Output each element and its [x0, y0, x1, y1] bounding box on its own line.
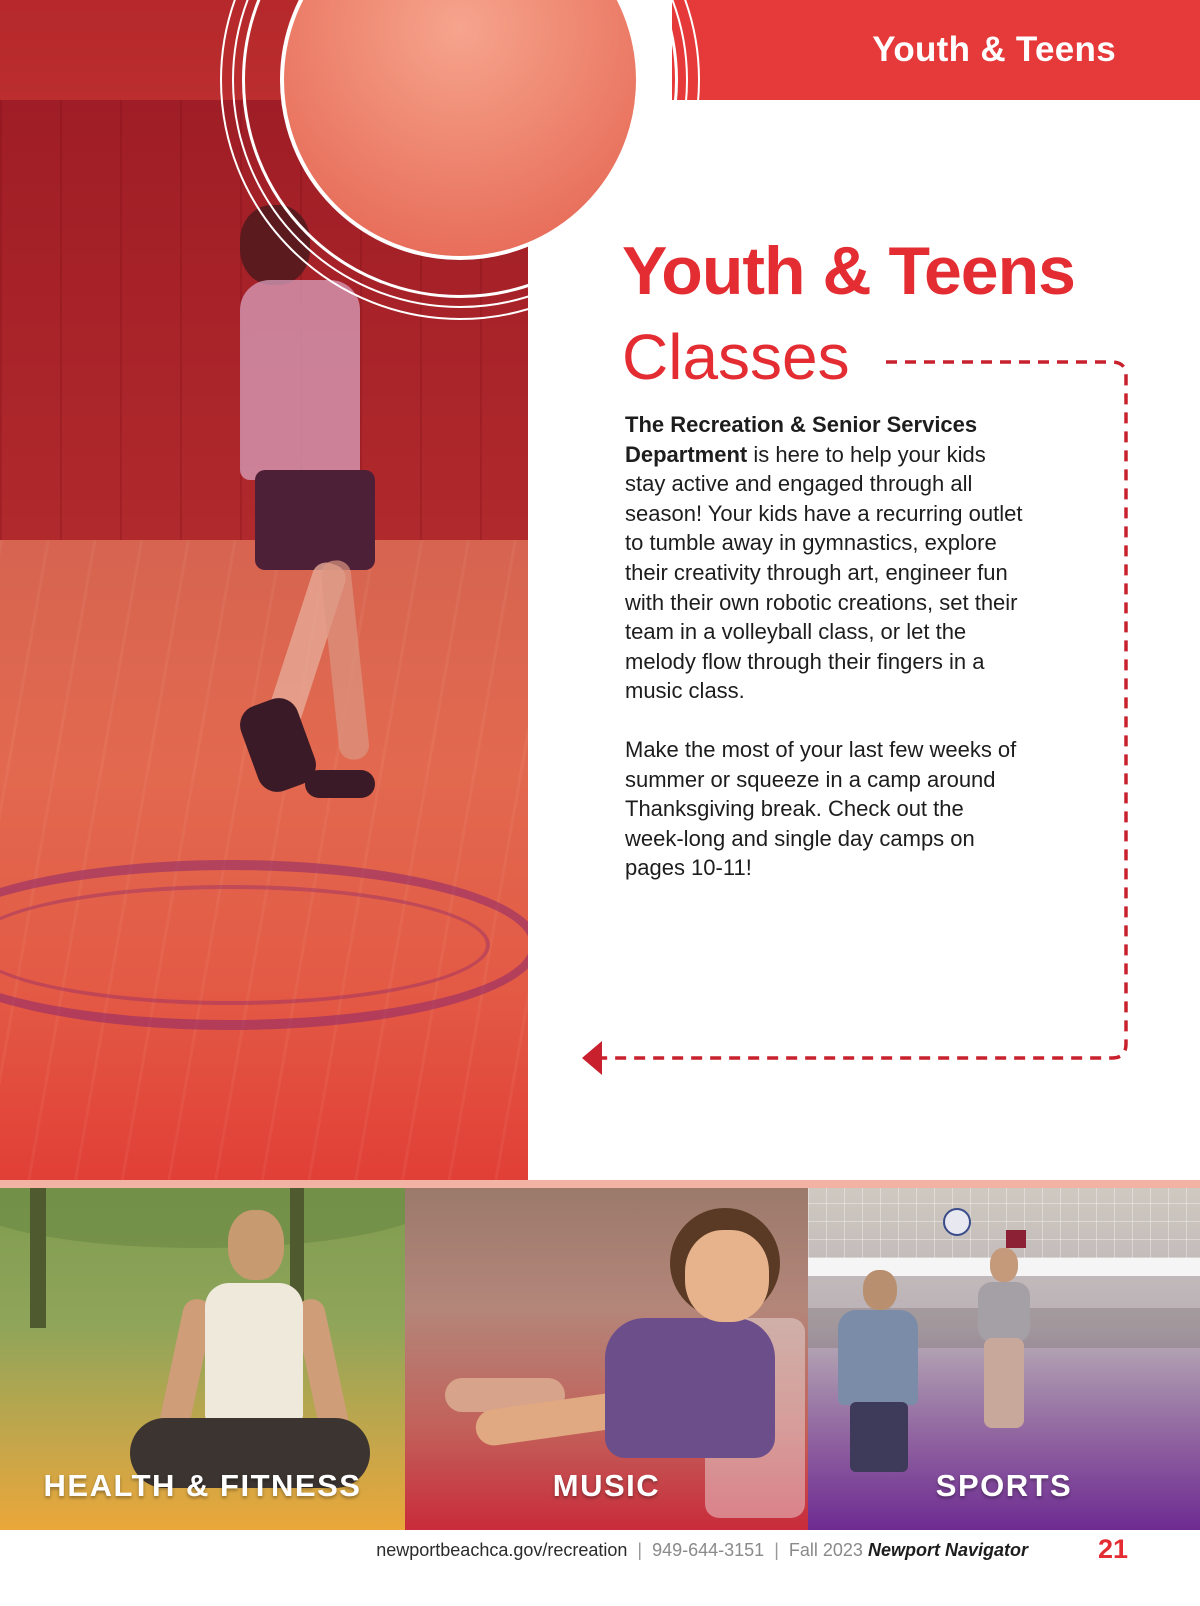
page-heading: Youth & Teens — [622, 233, 1075, 309]
website-link[interactable]: newportbeachca.gov/recreation — [376, 1540, 628, 1560]
section-title: Youth & Teens — [872, 30, 1116, 69]
intro-bold: The Recreation & Senior Services Department — [625, 412, 978, 467]
tree-trunk — [30, 1188, 46, 1328]
child-shirt — [605, 1318, 775, 1458]
child-head — [863, 1270, 897, 1310]
intro-paragraph — [625, 410, 1025, 706]
child-shorts — [255, 470, 375, 570]
child-face — [685, 1230, 769, 1322]
phone-number: 949-644-3151 — [652, 1540, 765, 1560]
player-head — [990, 1248, 1018, 1282]
child-shoe — [305, 770, 375, 798]
magazine-title: Newport Navigator — [867, 1540, 1028, 1560]
separator: | — [774, 1540, 779, 1560]
tile-health-fitness[interactable] — [0, 1188, 405, 1530]
intro-text: is here to help your kids stay active and engaged through all season! Your kids have a recurring outlet to tumble away in gymnastics, explore their creativity through art, engineer fun with their own robotic creations, set their team in a volleyball class, or let the melody flow through their fingers in a music class. — [625, 441, 1023, 704]
separator: | — [637, 1540, 643, 1560]
child-legs — [850, 1402, 908, 1472]
tiles-divider — [0, 1180, 1200, 1188]
tile-label: HEALTH & FITNESS — [43, 1468, 362, 1503]
page-subheading: Classes — [622, 321, 850, 393]
player-legs — [984, 1338, 1024, 1428]
person-tank-top — [205, 1283, 303, 1423]
footer-info — [376, 1535, 1028, 1565]
wall-sign — [1006, 1230, 1026, 1248]
tree-canopy — [0, 1188, 405, 1248]
article-body — [625, 410, 1025, 883]
child-shirt — [838, 1310, 918, 1405]
volleyball-icon — [943, 1208, 971, 1236]
camps-paragraph: Make the most of your last few weeks of summer or squeeze in a camp around Thanksgiving break. Check out the week-long and single day camps on pages 10-11! — [625, 736, 1017, 881]
page-number: 21 — [1098, 1534, 1129, 1564]
tile-label: SPORTS — [935, 1468, 1073, 1503]
player-shirt — [978, 1282, 1030, 1342]
tile-label: MUSIC — [552, 1468, 661, 1503]
issue-label: Fall 2023 — [788, 1540, 863, 1560]
tile-sports[interactable] — [808, 1188, 1200, 1530]
tile-music[interactable] — [405, 1188, 808, 1530]
person-head — [228, 1210, 284, 1280]
